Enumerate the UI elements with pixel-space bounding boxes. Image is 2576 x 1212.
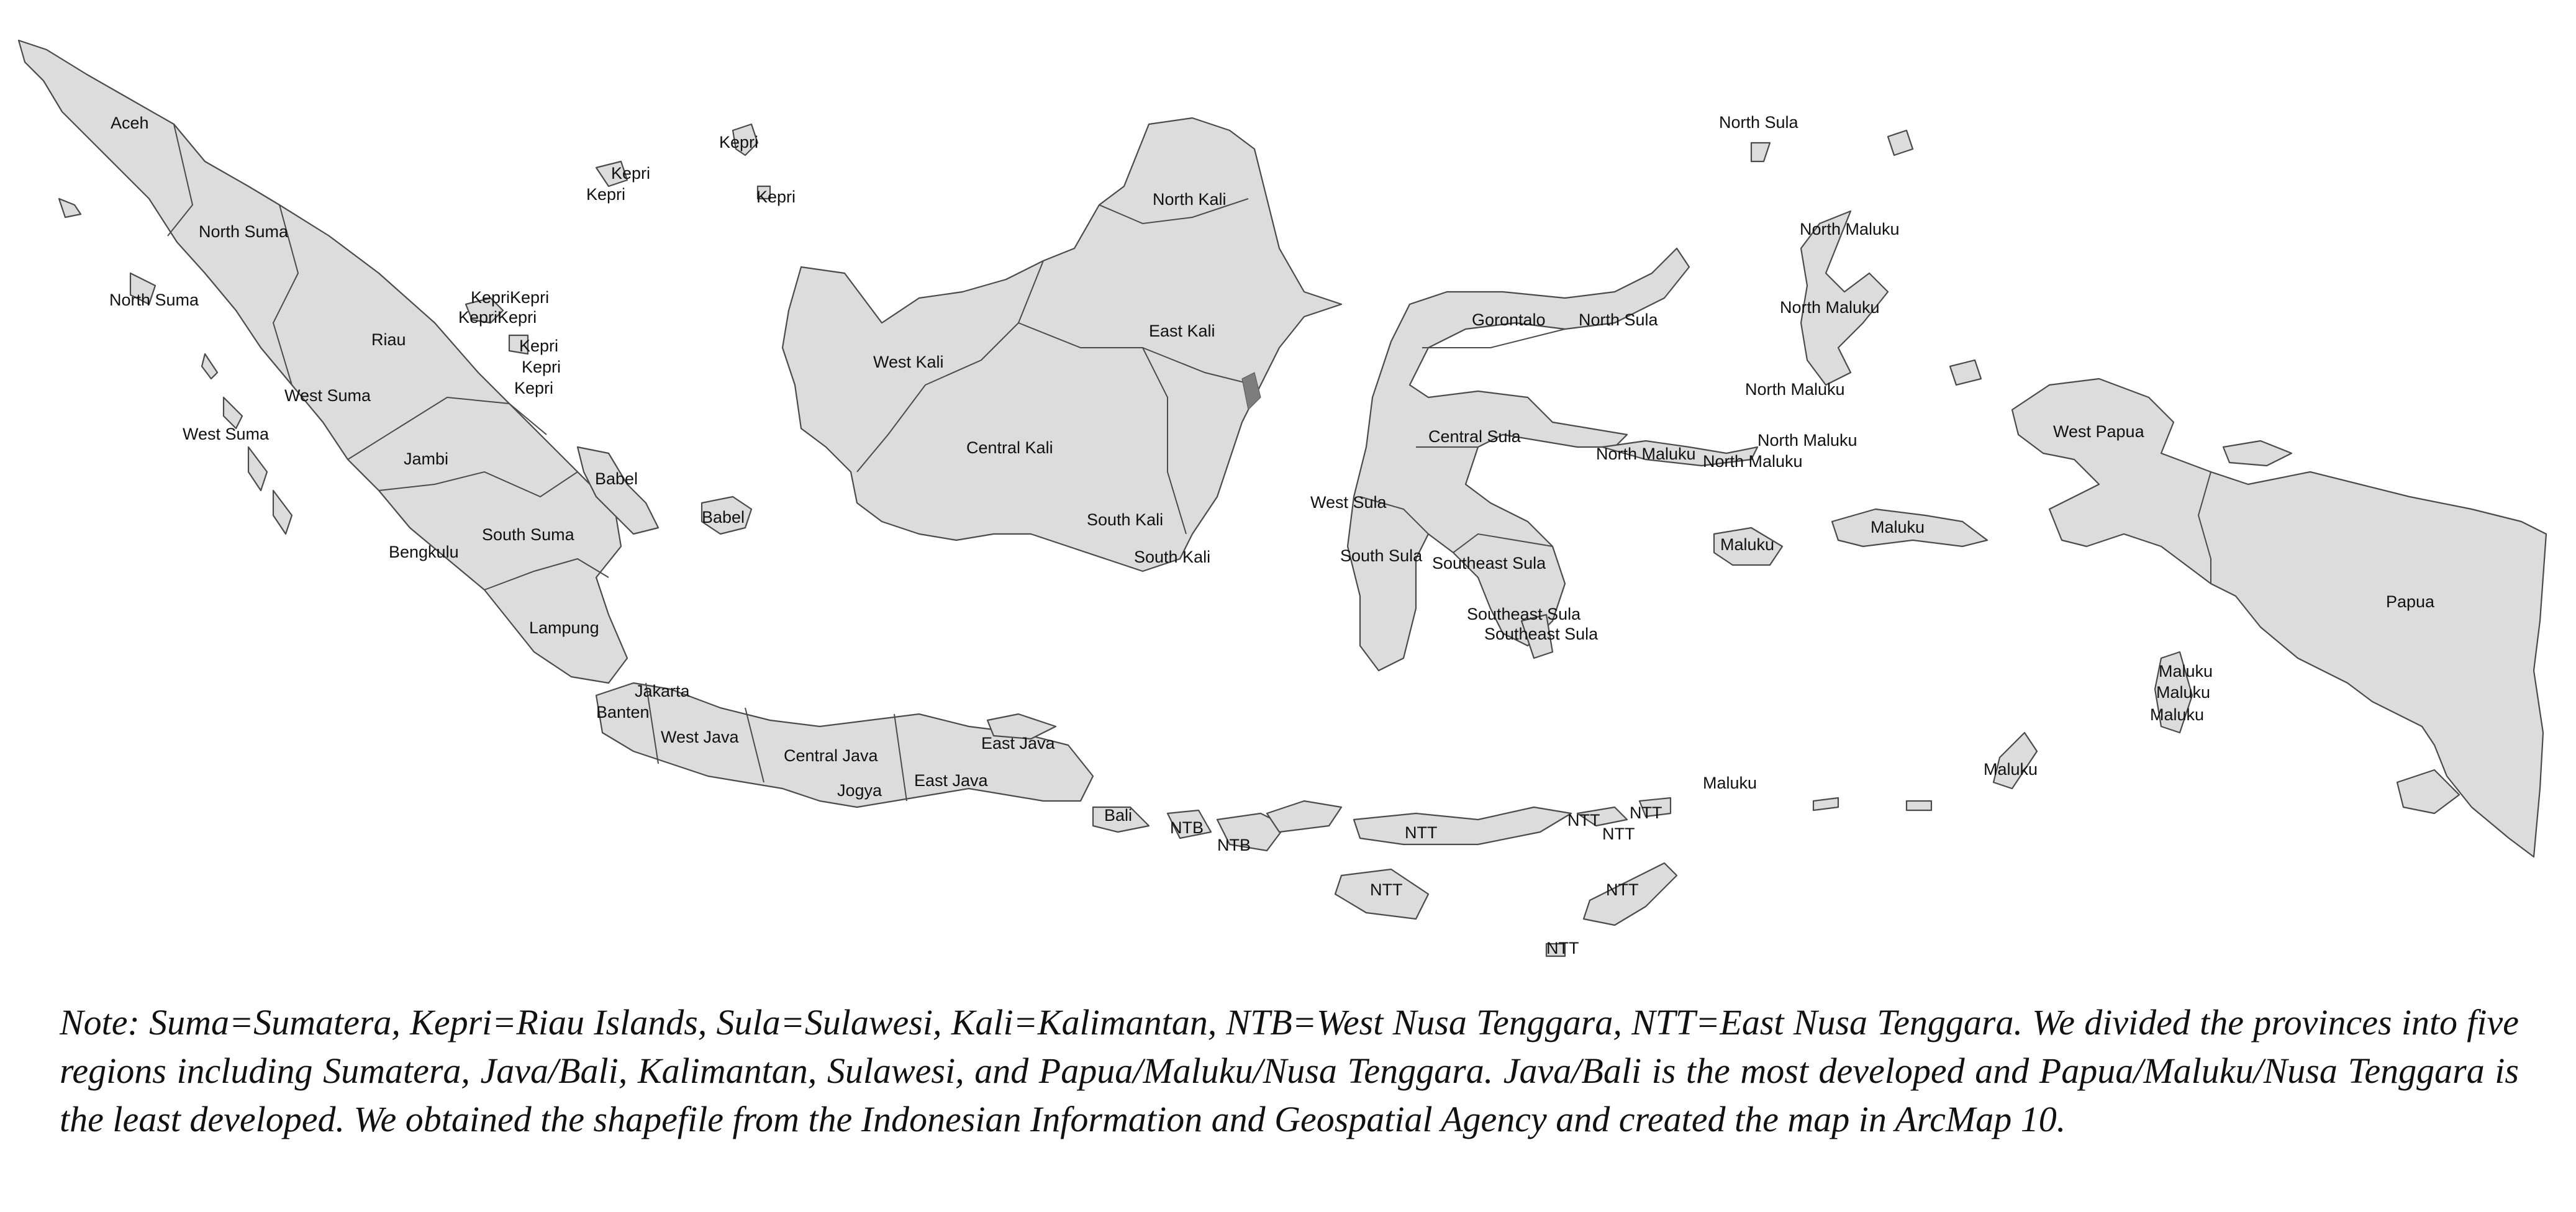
map-label: North Suma [199, 222, 289, 241]
map-label: Kepri [586, 185, 626, 204]
map-label: KepriKepri [471, 288, 550, 307]
map-label: NTT [1370, 880, 1403, 899]
map-label: South Sula [1340, 546, 1423, 565]
map-label: Kepri [611, 164, 651, 183]
map-label: North Maluku [1596, 445, 1696, 463]
map-label: Maluku [2150, 705, 2205, 724]
map-label: North Sula [1579, 310, 1658, 329]
map-label: South Suma [482, 525, 574, 544]
map-label: Southeast Sula [1484, 625, 1599, 643]
map-label: Jakarta [635, 682, 690, 700]
map-label: Southeast Sula [1432, 554, 1546, 572]
map-label: Central Kali [966, 438, 1053, 457]
map-label: Babel [595, 469, 638, 488]
map-label: Maluku [1703, 774, 1757, 792]
map-label: East Java [914, 771, 988, 790]
map-label: North Maluku [1745, 380, 1845, 399]
map-label: Babel [702, 508, 745, 527]
map-label: Lampung [529, 618, 599, 637]
map-label: North Maluku [1757, 431, 1857, 450]
map-label: Maluku [1720, 535, 1775, 554]
map-label: North Sula [1719, 113, 1798, 132]
map-label: Southeast Sula [1467, 605, 1581, 623]
map-label: Riau [371, 330, 406, 349]
map-label: Gorontalo [1472, 310, 1546, 329]
map-label: North Kali [1153, 190, 1227, 209]
map-label: Kepri [519, 337, 559, 355]
map-label: East Java [981, 734, 1055, 753]
map-label: West Suma [183, 425, 270, 443]
map-label: South Kali [1134, 548, 1211, 566]
map-label: Maluku [2159, 662, 2213, 681]
map-note: Note: Suma=Sumatera, Kepri=Riau Islands, Sula=Sulawesi, Kali=Kalimantan, NTB=West Nusa Tenggara, NTT=East Nusa Tenggara. We divided the provinces into five regions including Sumatera, Java/Bali, Kalimantan, Sulawesi, and Papua/Maluku/Nusa Tenggara. Java/Bali is the most developed and Papua/Maluku/Nusa Tenggara is the least developed. We obtained the shapefile from the Indonesian Information and Geospatial Agency and created the map in ArcMap 10. [60, 1002, 2519, 1139]
map-label: Kepri [522, 358, 561, 376]
map-label: NTB [1170, 818, 1204, 837]
map-label: NTT [1567, 811, 1600, 830]
map-label: Central Java [784, 746, 878, 765]
map-label: North Maluku [1800, 220, 1900, 238]
map-label: West Papua [2053, 422, 2144, 441]
map-label: Aceh [111, 114, 149, 132]
map-label: NTB [1217, 836, 1251, 854]
map-label: West Kali [873, 353, 944, 371]
map-label: East Kali [1149, 322, 1215, 340]
map-label: NTT [1602, 825, 1635, 843]
kalimantan-island [782, 118, 1341, 571]
map-label: KepriKepri [458, 308, 537, 327]
map-label: Bali [1104, 806, 1133, 825]
map-label: Papua [2386, 592, 2435, 611]
map-label: Maluku [2156, 683, 2211, 702]
map-label: West Suma [284, 386, 371, 405]
map-label: Maluku [1871, 518, 1925, 536]
map-label: North Suma [109, 291, 199, 309]
map-label: Bengkulu [389, 543, 459, 561]
map-label: South Kali [1087, 510, 1164, 529]
map-label: Kepri [719, 133, 759, 152]
map-label: NTT [1630, 803, 1662, 822]
map-label: North Maluku [1703, 452, 1803, 471]
map-label: West Java [661, 728, 739, 746]
map-label: Jambi [404, 450, 449, 468]
map-label: Central Sula [1428, 427, 1521, 446]
map-label: NTT [1546, 939, 1579, 957]
map-label: NTT [1405, 823, 1438, 842]
map-label: Kepri [756, 188, 796, 206]
map-label: Jogya [837, 781, 882, 800]
map-label: Kepri [514, 379, 554, 397]
map-label: North Maluku [1780, 298, 1880, 317]
map-label: Banten [596, 703, 650, 721]
map-label: NTT [1606, 880, 1639, 899]
map-label: Maluku [1984, 760, 2038, 779]
map-label: West Sula [1310, 493, 1387, 512]
